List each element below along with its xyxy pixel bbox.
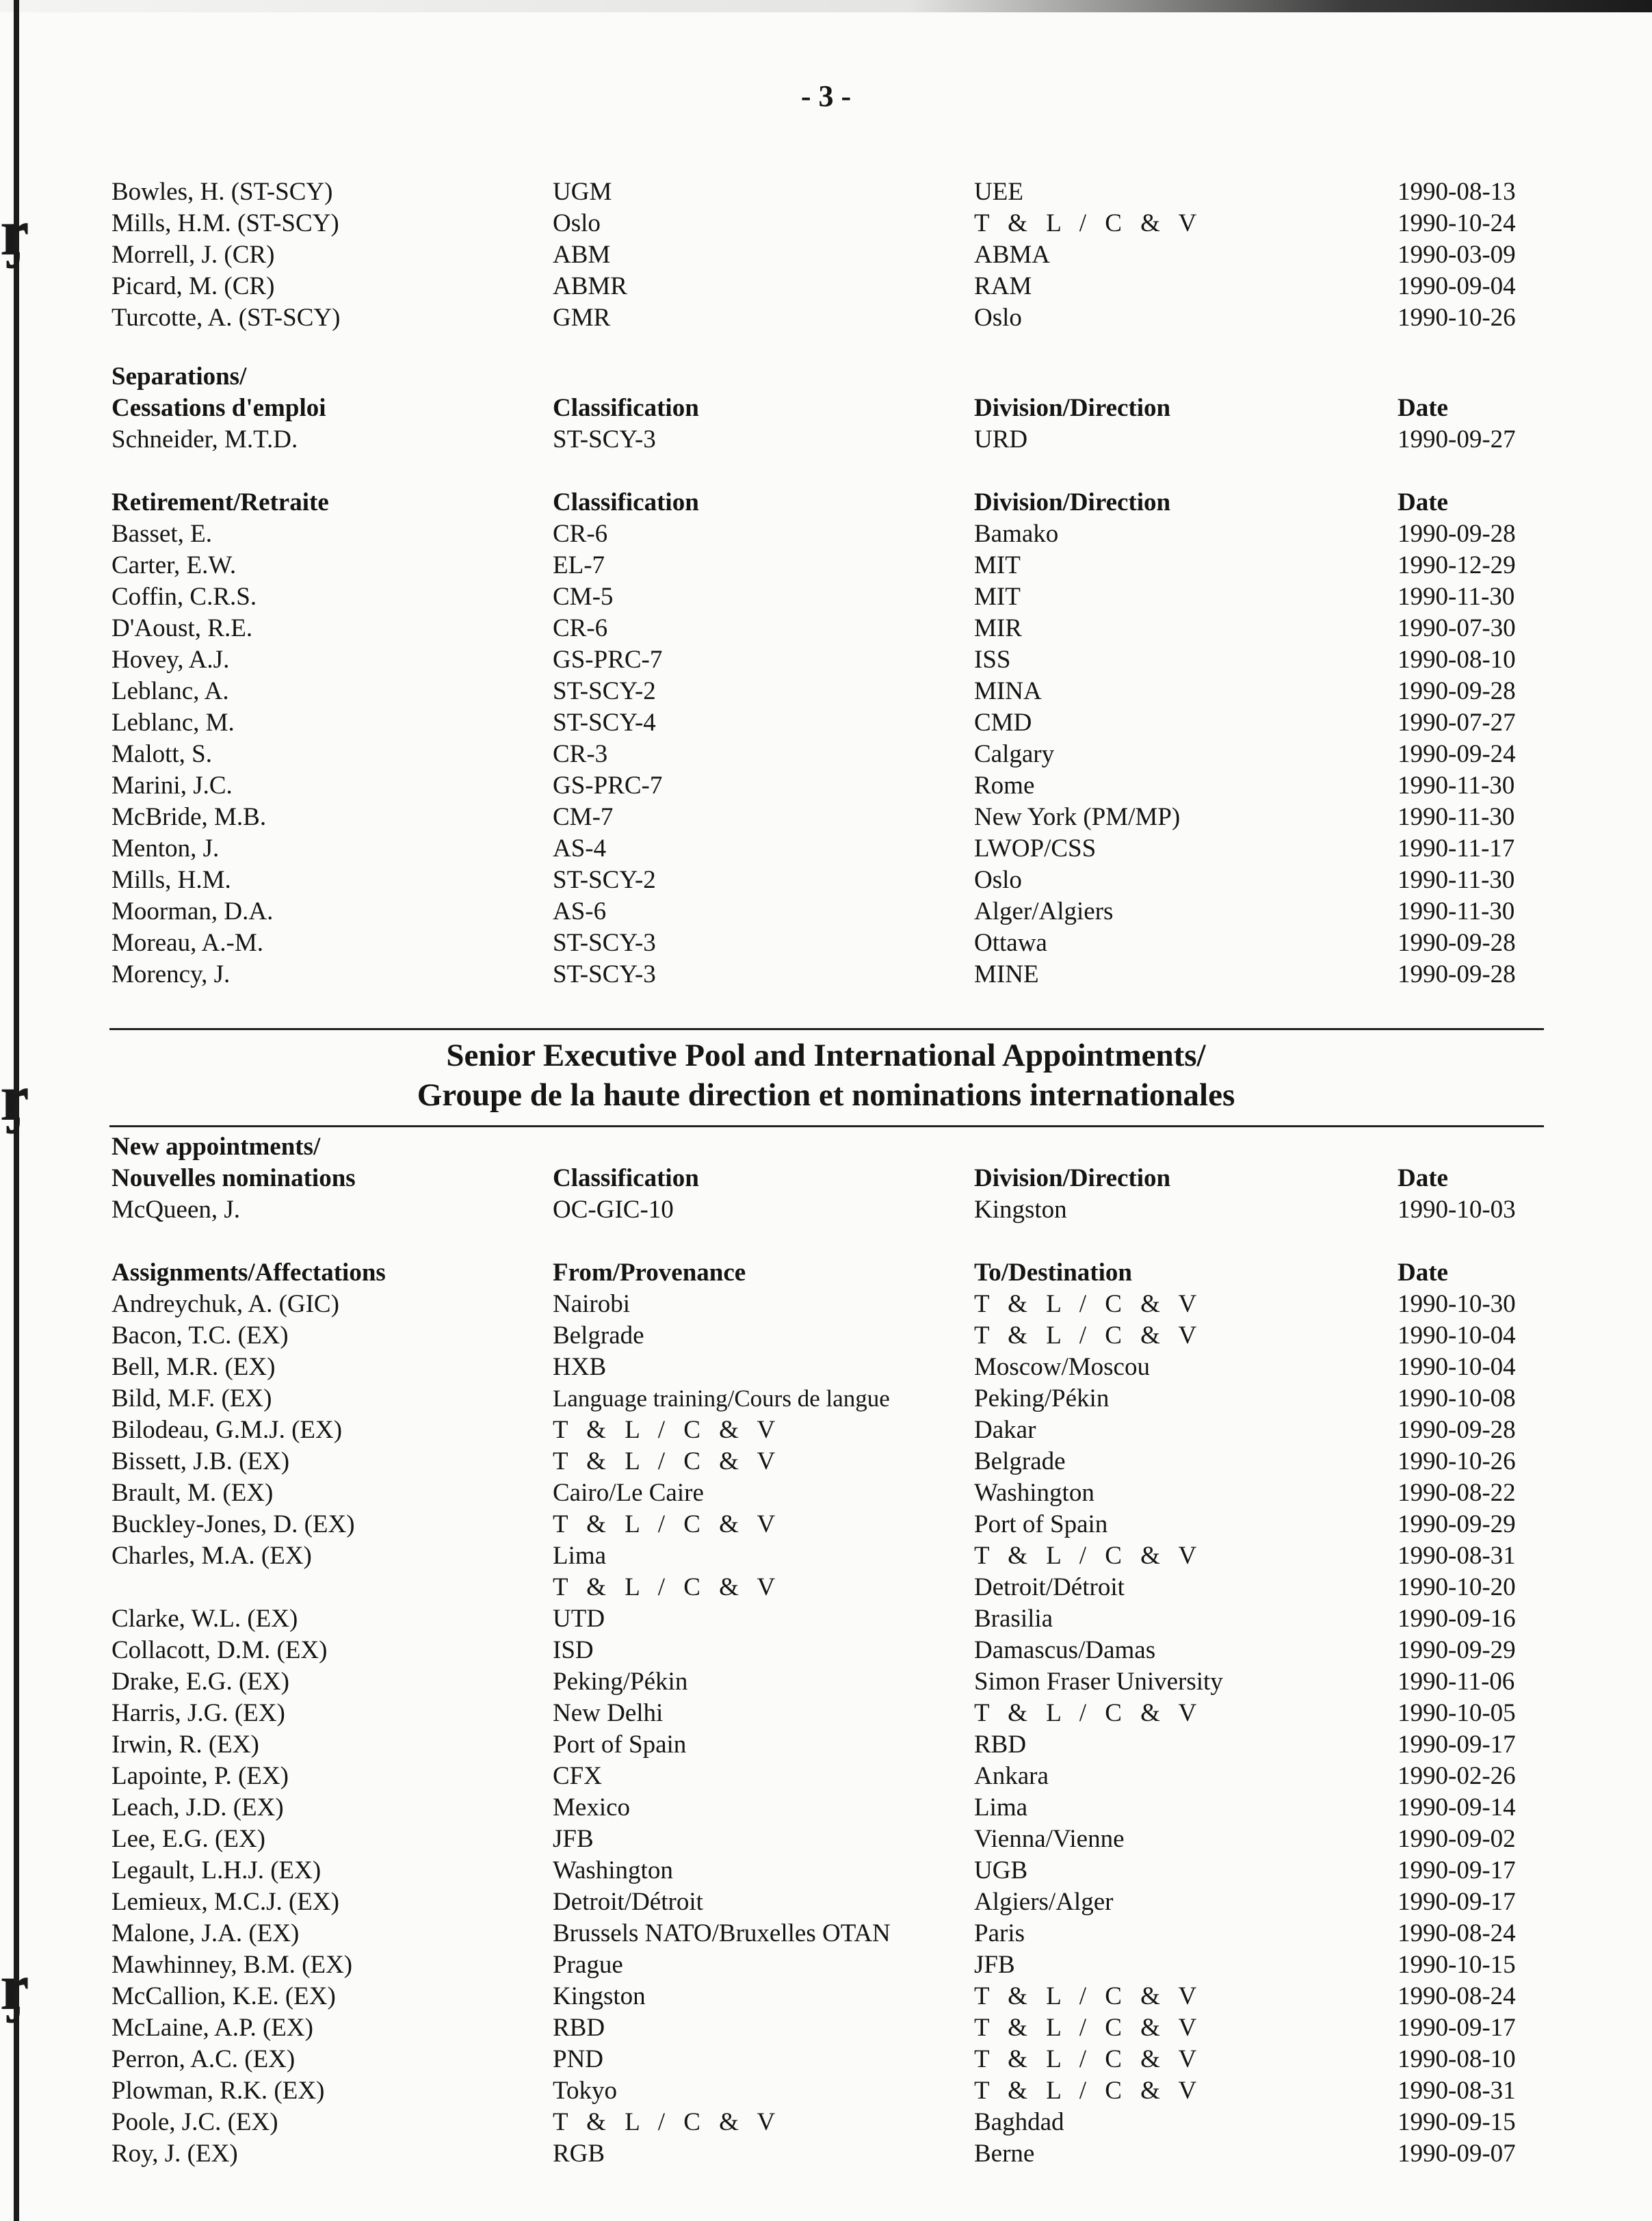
classification: ST-SCY-3: [553, 929, 656, 957]
employee-name: Carter, E.W.: [112, 551, 237, 579]
employee-name: Bissett, J.B. (EX): [112, 1447, 290, 1475]
table-row: [0, 581, 1652, 613]
employee-name: Bild, M.F. (EX): [112, 1384, 272, 1412]
date: 1990-10-04: [1398, 1322, 1516, 1350]
section-title: Cessations d'emploi: [112, 394, 326, 422]
employee-name: Harris, J.G. (EX): [112, 1699, 285, 1727]
from-location: Brussels NATO/Bruxelles OTAN: [553, 1919, 891, 1947]
column-header: From/Provenance: [553, 1259, 746, 1287]
date: 1990-09-24: [1398, 740, 1516, 768]
date: 1990-11-30: [1398, 583, 1515, 611]
date: 1990-11-30: [1398, 772, 1515, 800]
from-unit: ABM: [553, 241, 611, 269]
table-row: [0, 1792, 1652, 1824]
date: 1990-09-04: [1398, 272, 1516, 300]
date: 1990-11-06: [1398, 1668, 1515, 1696]
column-header: Division/Direction: [974, 394, 1171, 422]
senior-section-title-fr: Groupe de la haute direction et nominations internationales: [417, 1077, 1235, 1113]
employee-name: Moreau, A.-M.: [112, 929, 263, 957]
table-row: [0, 1289, 1652, 1320]
date: 1990-08-31: [1398, 2077, 1516, 2105]
date: 1990-09-17: [1398, 1888, 1516, 1916]
to-unit: Oslo: [974, 304, 1022, 332]
to-destination: T & L / C & V: [974, 1542, 1203, 1570]
to-destination: Paris: [974, 1919, 1025, 1947]
employee-name: Irwin, R. (EX): [112, 1731, 259, 1759]
date: 1990-10-30: [1398, 1290, 1516, 1318]
table-row: [0, 1918, 1652, 1949]
to-destination: Damascus/Damas: [974, 1636, 1156, 1664]
employee-name: Collacott, D.M. (EX): [112, 1636, 328, 1664]
date: 1990-09-28: [1398, 677, 1516, 705]
from-location: T & L / C & V: [553, 1416, 782, 1444]
division: MIT: [974, 551, 1021, 579]
column-header: Division/Direction: [974, 1164, 1171, 1192]
employee-name: Bilodeau, G.M.J. (EX): [112, 1416, 343, 1444]
from-location: Kingston: [553, 1982, 646, 2010]
employee-name: Basset, E.: [112, 520, 212, 548]
date: 1990-09-17: [1398, 1731, 1516, 1759]
classification: CR-6: [553, 520, 608, 548]
date: 1990-07-30: [1398, 614, 1516, 642]
column-header: Classification: [553, 488, 699, 516]
table-row: [0, 896, 1652, 928]
table-row: [0, 770, 1652, 802]
employee-name: Leblanc, M.: [112, 709, 235, 737]
list-row: [0, 176, 1652, 208]
column-header: Date: [1398, 394, 1448, 422]
table-row: [0, 644, 1652, 676]
date: 1990-08-31: [1398, 1542, 1516, 1570]
employee-name: Brault, M. (EX): [112, 1479, 274, 1507]
date: 1990-11-30: [1398, 803, 1515, 831]
date: 1990-09-28: [1398, 520, 1516, 548]
division: MIR: [974, 614, 1022, 642]
table-header: [0, 1163, 1652, 1194]
from-location: ISD: [553, 1636, 594, 1664]
from-location: JFB: [553, 1825, 594, 1853]
employee-name: Malott, S.: [112, 740, 212, 768]
scan-edge: [0, 0, 1652, 12]
table-row: [0, 959, 1652, 990]
date: 1990-03-09: [1398, 241, 1516, 269]
employee-name: Leblanc, A.: [112, 677, 229, 705]
to-destination: Detroit/Détroit: [974, 1573, 1125, 1601]
to-destination: Washington: [974, 1479, 1094, 1507]
classification: GS-PRC-7: [553, 772, 663, 800]
division: Alger/Algiers: [974, 897, 1114, 925]
from-location: Peking/Pékin: [553, 1668, 688, 1696]
to-unit: UEE: [974, 178, 1023, 206]
employee-name: Lemieux, M.C.J. (EX): [112, 1888, 339, 1916]
table-row: [0, 802, 1652, 833]
from-location: T & L / C & V: [553, 1510, 782, 1538]
employee-name: Marini, J.C.: [112, 772, 233, 800]
classification: GS-PRC-7: [553, 646, 663, 674]
column-header: Classification: [553, 1164, 699, 1192]
from-location: Prague: [553, 1951, 623, 1979]
table-row: [0, 1855, 1652, 1887]
employee-name: Moorman, D.A.: [112, 897, 274, 925]
section-title: New appointments/: [112, 1133, 321, 1161]
table-row: [0, 1446, 1652, 1477]
classification: OC-GIC-10: [553, 1196, 674, 1224]
date: 1990-09-17: [1398, 1856, 1516, 1884]
employee-name: D'Aoust, R.E.: [112, 614, 253, 642]
from-location: Tokyo: [553, 2077, 618, 2105]
to-destination: Simon Fraser University: [974, 1668, 1223, 1696]
from-location: PND: [553, 2045, 604, 2073]
classification: EL-7: [553, 551, 605, 579]
division: MINA: [974, 677, 1042, 705]
classification: CR-3: [553, 740, 608, 768]
division: Oslo: [974, 866, 1022, 894]
section-title: Separations/: [112, 363, 247, 391]
from-location: HXB: [553, 1353, 607, 1381]
from-location: Mexico: [553, 1793, 631, 1822]
binding-clip-mark: ᶉ: [0, 1950, 29, 2023]
table-row: [0, 2107, 1652, 2138]
table-row: [0, 1603, 1652, 1635]
date: 1990-11-30: [1398, 866, 1515, 894]
employee-name: Drake, E.G. (EX): [112, 1668, 289, 1696]
table-row: [0, 518, 1652, 550]
division: URD: [974, 425, 1028, 454]
date: 1990-07-27: [1398, 709, 1516, 737]
date: 1990-10-26: [1398, 1447, 1516, 1475]
table-row: [0, 928, 1652, 959]
to-destination: Berne: [974, 2140, 1035, 2168]
employee-name: McLaine, A.P. (EX): [112, 2014, 313, 2042]
employee-name: Leach, J.D. (EX): [112, 1793, 284, 1822]
date: 1990-09-02: [1398, 1825, 1516, 1853]
binding-clip-mark: ᶉ: [0, 196, 29, 269]
date: 1990-10-08: [1398, 1384, 1516, 1412]
table-row: [0, 1540, 1652, 1572]
division: MINE: [974, 960, 1039, 988]
employee-name: Perron, A.C. (EX): [112, 2045, 296, 2073]
employee-name: Mawhinney, B.M. (EX): [112, 1951, 353, 1979]
table-header: [0, 1257, 1652, 1289]
table-header: [0, 487, 1652, 518]
classification: ST-SCY-3: [553, 425, 656, 454]
to-unit: T & L / C & V: [974, 209, 1203, 237]
table-row: [0, 1572, 1652, 1603]
table-row: [0, 2044, 1652, 2075]
from-unit: GMR: [553, 304, 611, 332]
from-location: Belgrade: [553, 1322, 644, 1350]
date: 1990-09-28: [1398, 960, 1516, 988]
table-row: [0, 1194, 1652, 1226]
table-row: [0, 707, 1652, 739]
table-row: [0, 1509, 1652, 1540]
employee-name: Poole, J.C. (EX): [112, 2108, 278, 2136]
section-heading: [0, 1131, 1652, 1163]
to-destination: JFB: [974, 1951, 1015, 1979]
from-location: Nairobi: [553, 1290, 631, 1318]
date: 1990-09-17: [1398, 2014, 1516, 2042]
list-row: [0, 271, 1652, 302]
employee-name: Coffin, C.R.S.: [112, 583, 257, 611]
date: 1990-08-22: [1398, 1479, 1516, 1507]
to-destination: Ankara: [974, 1762, 1049, 1790]
from-location: RBD: [553, 2014, 605, 2042]
section-divider: [109, 1125, 1544, 1127]
employee-name: Bell, M.R. (EX): [112, 1353, 276, 1381]
date: 1990-09-16: [1398, 1605, 1516, 1633]
division: Bamako: [974, 520, 1059, 548]
to-destination: Vienna/Vienne: [974, 1825, 1125, 1853]
date: 1990-08-10: [1398, 646, 1516, 674]
division: CMD: [974, 709, 1032, 737]
section-title: Nouvelles nominations: [112, 1164, 356, 1192]
classification: ST-SCY-4: [553, 709, 656, 737]
employee-name: Legault, L.H.J. (EX): [112, 1856, 322, 1884]
table-row: [0, 1352, 1652, 1383]
from-location: T & L / C & V: [553, 2108, 782, 2136]
section-title: Assignments/Affectations: [112, 1259, 386, 1287]
date: 1990-09-28: [1398, 1416, 1516, 1444]
to-destination: Lima: [974, 1793, 1028, 1822]
division: LWOP/CSS: [974, 834, 1097, 863]
column-header: Division/Direction: [974, 488, 1171, 516]
date: 1990-10-24: [1398, 209, 1516, 237]
division: Ottawa: [974, 929, 1047, 957]
from-unit: ABMR: [553, 272, 627, 300]
classification: ST-SCY-2: [553, 866, 656, 894]
from-location: T & L / C & V: [553, 1573, 782, 1601]
division: Rome: [974, 772, 1035, 800]
to-destination: T & L / C & V: [974, 1290, 1203, 1318]
to-destination: T & L / C & V: [974, 1322, 1203, 1350]
employee-name: Andreychuk, A. (GIC): [112, 1290, 339, 1318]
employee-name: Picard, M. (CR): [112, 272, 275, 300]
to-destination: RBD: [974, 1731, 1027, 1759]
division: New York (PM/MP): [974, 803, 1181, 831]
date: 1990-10-05: [1398, 1699, 1516, 1727]
from-location: Lima: [553, 1542, 607, 1570]
table-row: [0, 1824, 1652, 1855]
employee-name: Plowman, R.K. (EX): [112, 2077, 325, 2105]
date: 1990-08-13: [1398, 178, 1516, 206]
from-location: UTD: [553, 1605, 605, 1633]
date: 1990-10-04: [1398, 1353, 1516, 1381]
date: 1990-12-29: [1398, 551, 1516, 579]
classification: ST-SCY-2: [553, 677, 656, 705]
table-row: [0, 550, 1652, 581]
classification: CR-6: [553, 614, 608, 642]
date: 1990-10-15: [1398, 1951, 1516, 1979]
to-destination: T & L / C & V: [974, 1982, 1203, 2010]
date: 1990-09-14: [1398, 1793, 1516, 1822]
date: 1990-09-07: [1398, 2140, 1516, 2168]
division: ISS: [974, 646, 1011, 674]
date: 1990-08-10: [1398, 2045, 1516, 2073]
to-destination: T & L / C & V: [974, 1699, 1203, 1727]
division: Kingston: [974, 1196, 1067, 1224]
to-destination: Belgrade: [974, 1447, 1066, 1475]
table-row: [0, 2075, 1652, 2107]
list-row: [0, 208, 1652, 239]
employee-name: Turcotte, A. (ST-SCY): [112, 304, 341, 332]
table-row: [0, 1320, 1652, 1352]
employee-name: Malone, J.A. (EX): [112, 1919, 300, 1947]
employee-name: Charles, M.A. (EX): [112, 1542, 312, 1570]
table-row: [0, 1729, 1652, 1761]
from-location: CFX: [553, 1762, 602, 1790]
date: 1990-10-26: [1398, 304, 1516, 332]
binding-clip-mark: ᶉ: [0, 1061, 29, 1134]
employee-name: Menton, J.: [112, 834, 220, 863]
table-row: [0, 739, 1652, 770]
from-unit: UGM: [553, 178, 612, 206]
section-title: Retirement/Retraite: [112, 488, 329, 516]
to-destination: T & L / C & V: [974, 2077, 1203, 2105]
to-destination: T & L / C & V: [974, 2045, 1203, 2073]
table-row: [0, 1887, 1652, 1918]
table-row: [0, 1761, 1652, 1792]
table-row: [0, 1666, 1652, 1698]
table-row: [0, 1415, 1652, 1446]
table-row: [0, 613, 1652, 644]
date: 1990-11-30: [1398, 897, 1515, 925]
to-unit: RAM: [974, 272, 1032, 300]
employee-name: Buckley-Jones, D. (EX): [112, 1510, 355, 1538]
table-row: [0, 1981, 1652, 2012]
employee-name: Roy, J. (EX): [112, 2140, 238, 2168]
column-header: Date: [1398, 1164, 1448, 1192]
column-header: Classification: [553, 394, 699, 422]
from-unit: Oslo: [553, 209, 601, 237]
from-location: Port of Spain: [553, 1731, 687, 1759]
table-row: [0, 1635, 1652, 1666]
date: 1990-09-29: [1398, 1510, 1516, 1538]
division: MIT: [974, 583, 1021, 611]
section-divider: [109, 1028, 1544, 1030]
date: 1990-11-17: [1398, 834, 1515, 863]
table-row: [0, 865, 1652, 896]
classification: AS-6: [553, 897, 607, 925]
table-row: [0, 424, 1652, 456]
employee-name: McCallion, K.E. (EX): [112, 1982, 336, 2010]
to-destination: UGB: [974, 1856, 1028, 1884]
column-header: To/Destination: [974, 1259, 1132, 1287]
date: 1990-10-03: [1398, 1196, 1516, 1224]
to-destination: Moscow/Moscou: [974, 1353, 1150, 1381]
to-unit: ABMA: [974, 241, 1051, 269]
date: 1990-09-27: [1398, 425, 1516, 454]
employee-name: Morrell, J. (CR): [112, 241, 275, 269]
senior-section-title: Senior Executive Pool and International Appointments/: [446, 1038, 1206, 1073]
section-heading: [0, 361, 1652, 393]
table-header: [0, 393, 1652, 424]
date: 1990-02-26: [1398, 1762, 1516, 1790]
from-location: Cairo/Le Caire: [553, 1479, 704, 1507]
to-destination: Algiers/Alger: [974, 1888, 1114, 1916]
table-row: [0, 1949, 1652, 1981]
to-destination: Brasilia: [974, 1605, 1053, 1633]
date: 1990-08-24: [1398, 1919, 1516, 1947]
classification: CM-5: [553, 583, 614, 611]
page-number: - 3 -: [800, 79, 852, 113]
employee-name: Hovey, A.J.: [112, 646, 230, 674]
from-location: RGB: [553, 2140, 605, 2168]
employee-name: Bacon, T.C. (EX): [112, 1322, 289, 1350]
table-row: [0, 833, 1652, 865]
division: Calgary: [974, 740, 1055, 768]
employee-name: Mills, H.M. (ST-SCY): [112, 209, 339, 237]
column-header: Date: [1398, 488, 1448, 516]
employee-name: Schneider, M.T.D.: [112, 425, 298, 454]
from-location: New Delhi: [553, 1699, 664, 1727]
employee-name: Mills, H.M.: [112, 866, 231, 894]
table-row: [0, 1477, 1652, 1509]
employee-name: Bowles, H. (ST-SCY): [112, 178, 333, 206]
employee-name: Lapointe, P. (EX): [112, 1762, 289, 1790]
date: 1990-08-24: [1398, 1982, 1516, 2010]
from-location: T & L / C & V: [553, 1447, 782, 1475]
to-destination: Dakar: [974, 1416, 1036, 1444]
to-destination: Port of Spain: [974, 1510, 1108, 1538]
list-row: [0, 239, 1652, 271]
table-row: [0, 2138, 1652, 2170]
to-destination: Peking/Pékin: [974, 1384, 1110, 1412]
employee-name: McQueen, J.: [112, 1196, 241, 1224]
from-location: Washington: [553, 1856, 673, 1884]
to-destination: T & L / C & V: [974, 2014, 1203, 2042]
employee-name: Lee, E.G. (EX): [112, 1825, 265, 1853]
employee-name: Morency, J.: [112, 960, 231, 988]
date: 1990-10-20: [1398, 1573, 1516, 1601]
table-row: [0, 676, 1652, 707]
classification: CM-7: [553, 803, 614, 831]
table-row: [0, 2012, 1652, 2044]
table-row: [0, 1698, 1652, 1729]
employee-name: Clarke, W.L. (EX): [112, 1605, 298, 1633]
to-destination: Baghdad: [974, 2108, 1064, 2136]
date: 1990-09-28: [1398, 929, 1516, 957]
from-location: Language training/Cours de langue: [553, 1385, 890, 1412]
employee-name: McBride, M.B.: [112, 803, 267, 831]
classification: AS-4: [553, 834, 607, 863]
table-row: [0, 1383, 1652, 1415]
date: 1990-09-29: [1398, 1636, 1516, 1664]
from-location: Detroit/Détroit: [553, 1888, 703, 1916]
classification: ST-SCY-3: [553, 960, 656, 988]
column-header: Date: [1398, 1259, 1448, 1287]
list-row: [0, 302, 1652, 334]
date: 1990-09-15: [1398, 2108, 1516, 2136]
